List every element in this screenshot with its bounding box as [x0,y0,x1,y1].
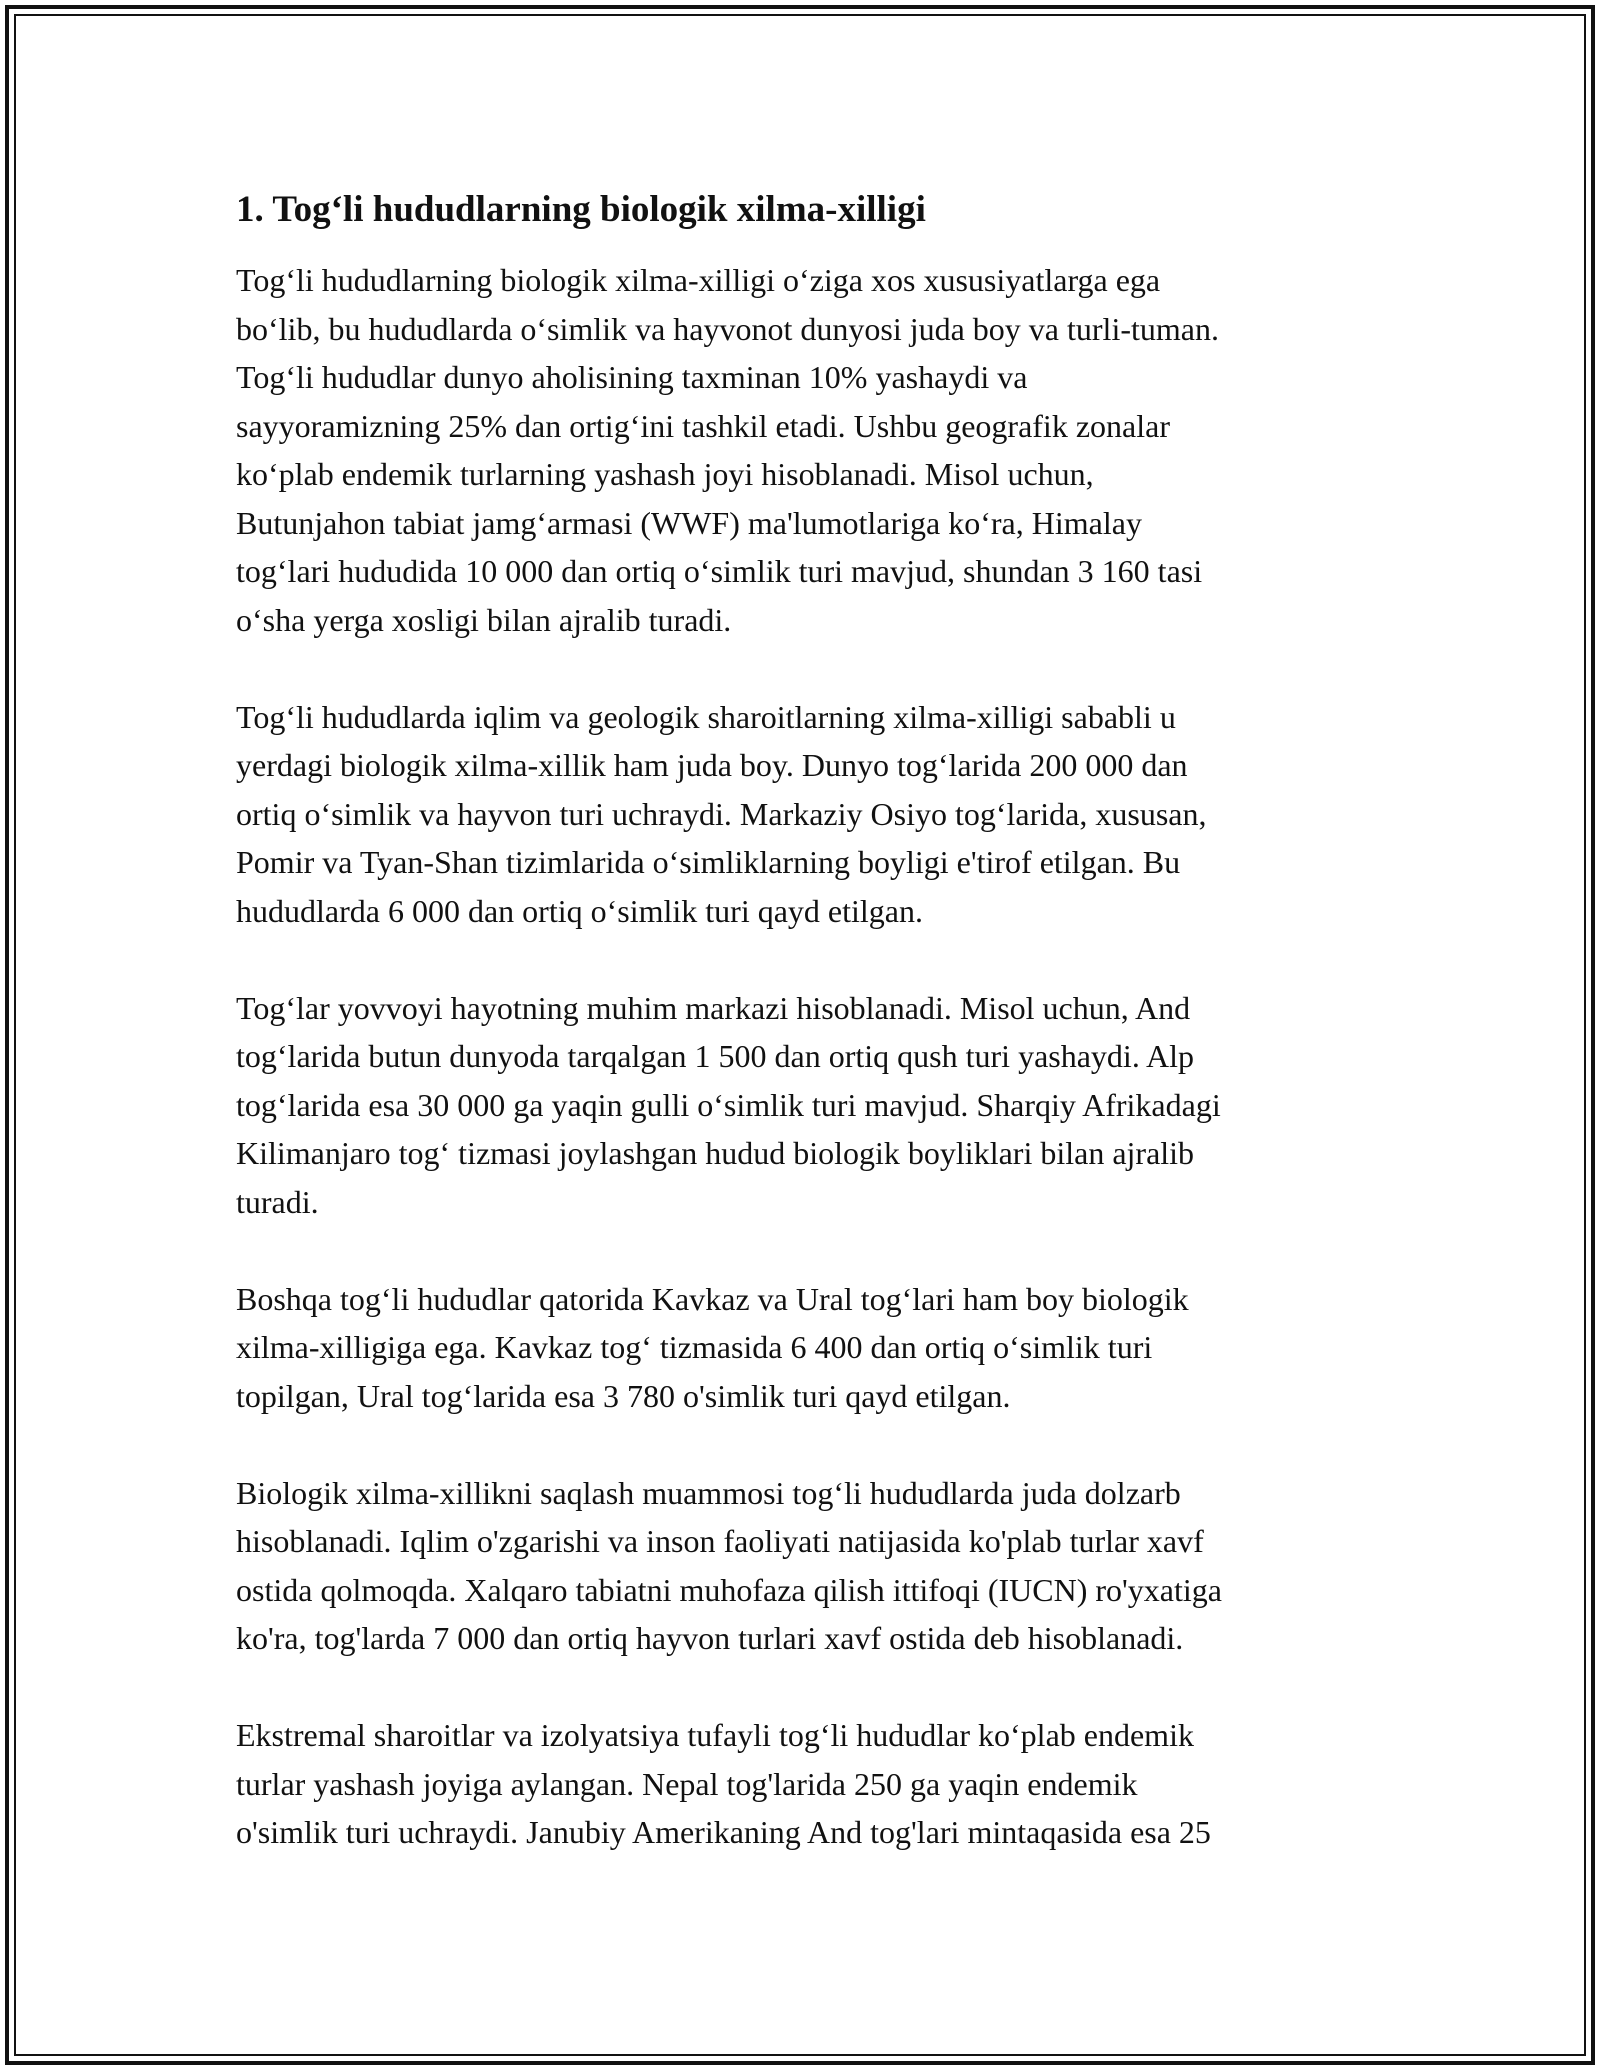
paragraph-line: ko‘plab endemik turlarning yashash joyi hisoblanadi. Misol uchun, [236,456,1094,492]
paragraph-line: ko'ra, tog'larda 7 000 dan ortiq hayvon turlari xavf ostida deb hisoblanadi. [236,1620,1184,1656]
paragraph-line: Butunjahon tabiat jamg‘armasi (WWF) ma'lumotlariga ko‘ra, Himalay [236,504,1142,541]
paragraph-line: turlar yashash joyiga aylangan. Nepal tog'larida 250 ga yaqin endemik [236,1765,1138,1802]
paragraph-line: hisoblanadi. Iqlim o'zgarishi va inson faoliyati natijasida ko'plab turlar xavf [236,1523,1204,1559]
paragraph-2 [236,693,1376,936]
paragraph-line: Kilimanjaro tog‘ tizmasi joylashgan hudud biologik boyliklari bilan ajralib [236,1135,1195,1171]
paragraph-line: tog‘larida butun dunyoda tarqalgan 1 500 dan ortiq qush turi yashaydi. Alp [236,1038,1195,1074]
paragraph-line: xilma-xilligiga ega. Kavkaz tog‘ tizmasida 6 400 dan ortiq o‘simlik turi [236,1329,1153,1365]
paragraph-line: Boshqa tog‘li hududlar qatorida Kavkaz va Ural tog‘lari ham boy biologik [236,1280,1189,1317]
section-heading: 1. Tog‘li hududlarning biologik xilma-xilligi [236,189,926,230]
paragraph-line: Ekstremal sharoitlar va izolyatsiya tufayli tog‘li hududlar ko‘plab endemik [236,1717,1194,1753]
paragraph-line: yerdagi biologik xilma-xillik ham juda boy. Dunyo tog‘larida 200 000 dan [236,747,1188,783]
paragraph-line: tog‘lari hududida 10 000 dan ortiq o‘simlik turi mavjud, shundan 3 160 tasi [236,553,1203,589]
paragraph-line: Biologik xilma-xillikni saqlash muammosi tog‘li hududlarda juda dolzarb [236,1474,1181,1511]
paragraph-line: turadi. [236,1183,319,1220]
paragraph-3 [236,984,1376,1227]
paragraph-line: sayyoramizning 25% dan ortig‘ini tashkil etadi. Ushbu geografik zonalar [236,407,1170,444]
paragraph-line: Pomir va Tyan-Shan tizimlarida o‘simliklarning boyligi e'tirof etilgan. Bu [236,844,1181,880]
paragraph-line: tog‘larida esa 30 000 ga yaqin gulli o‘simlik turi mavjud. Sharqiy Afrikadagi [236,1086,1221,1123]
paragraph-line: Tog‘li hududlar dunyo aholisining taxminan 10% yashaydi va [236,359,1028,395]
document-body [236,186,1376,1905]
paragraph-6 [236,1711,1376,1857]
paragraph-line: Tog‘lar yovvoyi hayotning muhim markazi hisoblanadi. Misol uchun, And [236,989,1191,1026]
paragraph-line: topilgan, Ural tog‘larida esa 3 780 o'simlik turi qayd etilgan. [236,1377,1011,1414]
paragraph-4 [236,1275,1376,1421]
paragraph-line: o'simlik turi uchraydi. Janubiy Amerikaning And tog'lari mintaqasida esa 25 [236,1814,1211,1850]
paragraph-line: Tog‘li hududlarning biologik xilma-xilligi o‘ziga xos xususiyatlarga ega [236,262,1161,298]
paragraph-list [236,256,1376,1857]
paragraph-line: Tog‘li hududlarda iqlim va geologik sharoitlarning xilma-xilligi sababli u [236,698,1176,735]
paragraph-5 [236,1469,1376,1663]
paragraph-1 [236,256,1376,644]
paragraph-line: ostida qolmoqda. Xalqaro tabiatni muhofaza qilish ittifoqi (IUCN) ro'yxatiga [236,1571,1222,1608]
paragraph-line: hududlarda 6 000 dan ortiq o‘simlik turi qayd etilgan. [236,892,923,929]
paragraph-line: bo‘lib, bu hududlarda o‘simlik va hayvonot dunyosi juda boy va turli-tuman. [236,310,1219,347]
paragraph-line: ortiq o‘simlik va hayvon turi uchraydi. Markaziy Osiyo tog‘larida, xususan, [236,795,1207,832]
paragraph-line: o‘sha yerga xosligi bilan ajralib turadi. [236,601,732,638]
